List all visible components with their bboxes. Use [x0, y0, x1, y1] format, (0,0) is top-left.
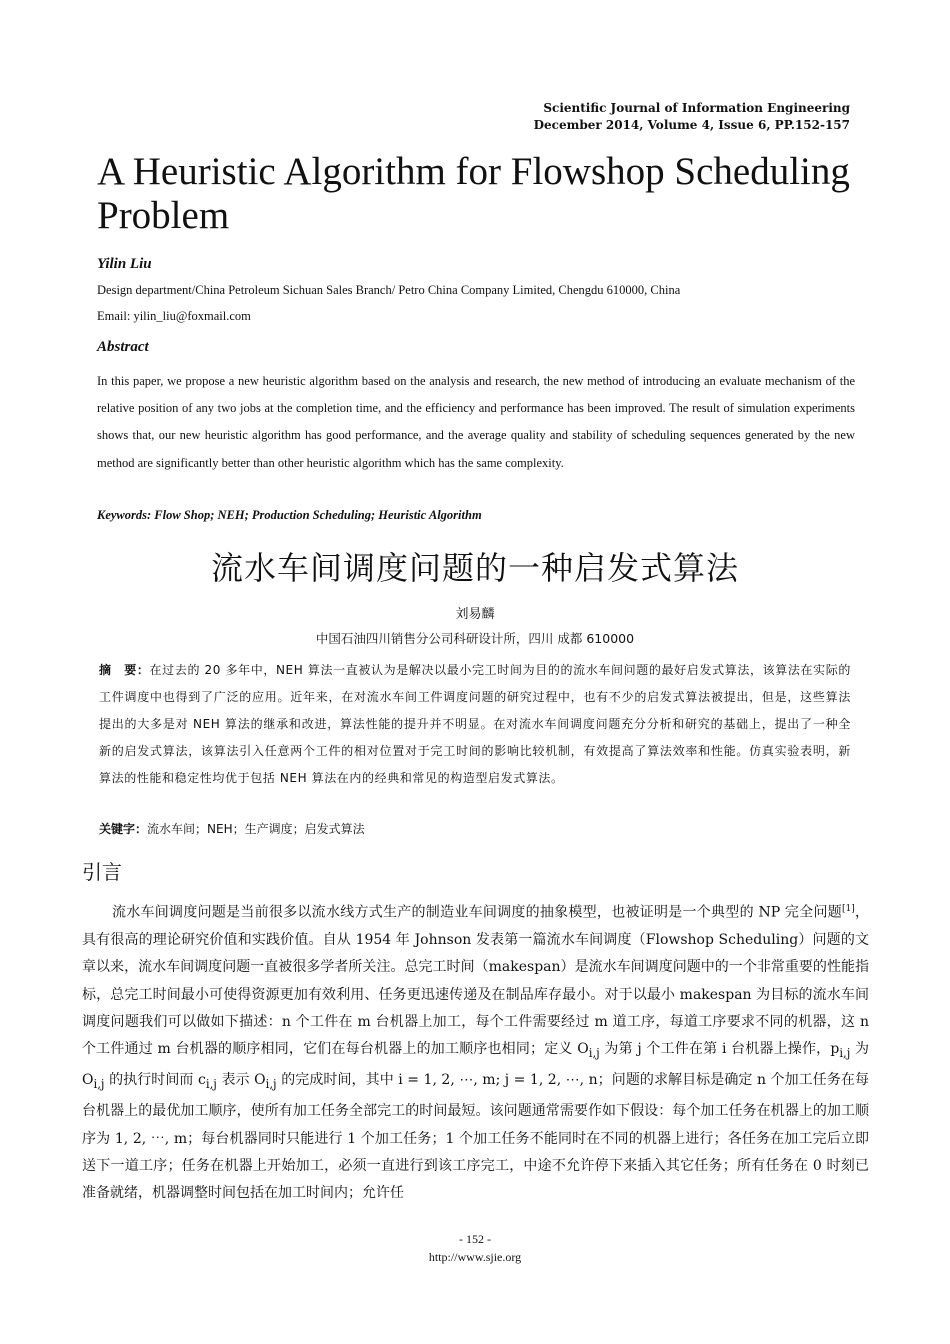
subscript: i,j: [93, 1077, 105, 1092]
keywords-label-cn: 关键字：: [99, 822, 148, 836]
affiliation-en: Design department/China Petroleum Sichuan Sales Branch/ Petro China Company Limited, Chengdu 610000, China: [97, 283, 681, 297]
journal-issue: December 2014, Volume 4, Issue 6, PP.152-157: [533, 118, 850, 132]
abstract-label-cn: 摘 要：: [99, 663, 150, 677]
author-name-en: Yilin Liu: [97, 256, 152, 272]
author-name-cn: 刘易麟: [455, 607, 495, 622]
keywords-cn: [99, 820, 365, 837]
paper-title-en: A Heuristic Algorithm for Flowshop Scheduling Problem: [97, 150, 850, 237]
keywords-en: Keywords: Flow Shop; NEH; Production Scheduling; Heuristic Algorithm: [97, 508, 482, 522]
abstract-heading: Abstract: [97, 339, 149, 355]
intro-text: 为第 j 个工件在第 i 台机器上操作，p: [599, 1041, 840, 1058]
page-number: - 152 -: [459, 1232, 491, 1246]
intro-text: ，具有很高的理论研究价值和实践价值。自从 1954 年 Johnson 发表第一篇流水车间调度（Flowshop Scheduling）问题的文章以来，流水车间调度问题一直被很多学者所关注。总完工时间（makespan）是流水车间调度问题中的一个非常重要的性能指标，总完工时间最小可使得资源更加有效利用、任务更迅速传递及在制品库存最小。对于以最小 makespan 为目标的流水车间调度问题我们可以做如下描述：n 个工件在 m 台机器上加工，每个工件需要经过 m 道工序，每道工序要求不同的机器，这 n 个工件通过 m 台机器的顺序相同，它们在每台机器上的加工顺序也相同；定义 O: [82, 904, 869, 1058]
subscript: i,j: [588, 1045, 600, 1060]
subscript: i,j: [265, 1077, 277, 1092]
keywords-text-cn: 流水车间；NEH；生产调度；启发式算法: [147, 822, 365, 836]
intro-text: 的完成时间，其中 i = 1, 2, ⋯, m; j = 1, 2, ⋯, n；问题的求解目标是确定 n 个加工任务在每台机器上的最优加工顺序，使所有加工任务全部完工的时间最短。该问题通常需要作如下假设：每个加工任务在机器上的加工顺序为 1, 2, ⋯, m；每台机器同时只能进行 1 个加工任务；1 个加工任务不能同时在不同的机器上进行；各任务在加工完后立即送下一道工序；任务在机器上开始加工，必须一直进行到该工序完工，中途不允许停下来插入其它任务；所有任务在 0 时刻已准备就绪，机器调整时间包括在加工时间内；允许任: [82, 1072, 869, 1202]
abstract-cn: [99, 657, 851, 792]
journal-name: Scientific Journal of Information Engineering: [543, 101, 850, 115]
intro-text: 表示 O: [216, 1072, 266, 1089]
abstract-text-cn: 在过去的 20 多年中，NEH 算法一直被认为是解决以最小完工时间为目的的流水车间问题的最好启发式算法，该算法在实际的工件调度中也得到了广泛的应用。近年来，在对流水车间工件调度问题的研究过程中，也有不少的启发式算法被提出，但是，这些算法提出的大多是对 NEH 算法的继承和改进，算法性能的提升并不明显。在对流水车间调度问题充分分析和研究的基础上，提出了一种全新的启发式算法，该算法引入任意两个工件的相对位置对于完工时间的影响比较机制，有效提高了算法效率和性能。仿真实验表明，新算法的性能和稳定性均优于包括 NEH 算法在内的经典和常见的构造型启发式算法。: [99, 663, 852, 786]
intro-text: 为 O: [82, 1041, 870, 1089]
paper-title-cn: 流水车间调度问题的一种启发式算法: [210, 549, 739, 587]
section-heading-intro: 引言: [82, 860, 122, 884]
journal-header: [534, 100, 850, 134]
author-email: Email: yilin_liu@foxmail.com: [97, 309, 251, 323]
citation-ref: [1]: [841, 904, 855, 914]
intro-text: 的执行时间而 c: [104, 1072, 206, 1089]
subscript: i,j: [205, 1077, 217, 1092]
affiliation-cn: 中国石油四川销售分公司科研设计所，四川 成都 610000: [315, 631, 635, 646]
intro-paragraph: [82, 896, 869, 1208]
subscript: i,j: [839, 1045, 851, 1060]
footer-url: http://www.sjie.org: [428, 1250, 522, 1264]
abstract-text-en: In this paper, we propose a new heuristic algorithm based on the analysis and research, the new method of introducing an evaluate mechanism of the relative position of any two jobs at the completion time, and the efficiency and performance has been improved. The result of simulation experiments shows that, our new heuristic algorithm has good performance, and the average quality and stability of scheduling sequences generated by the new method are significantly better than other heuristic algorithm which has the same complexity.: [97, 374, 855, 470]
intro-text: 流水车间调度问题是当前很多以流水线方式生产的制造业车间调度的抽象模型，也被证明是一个典型的 NP 完全问题: [112, 904, 842, 921]
